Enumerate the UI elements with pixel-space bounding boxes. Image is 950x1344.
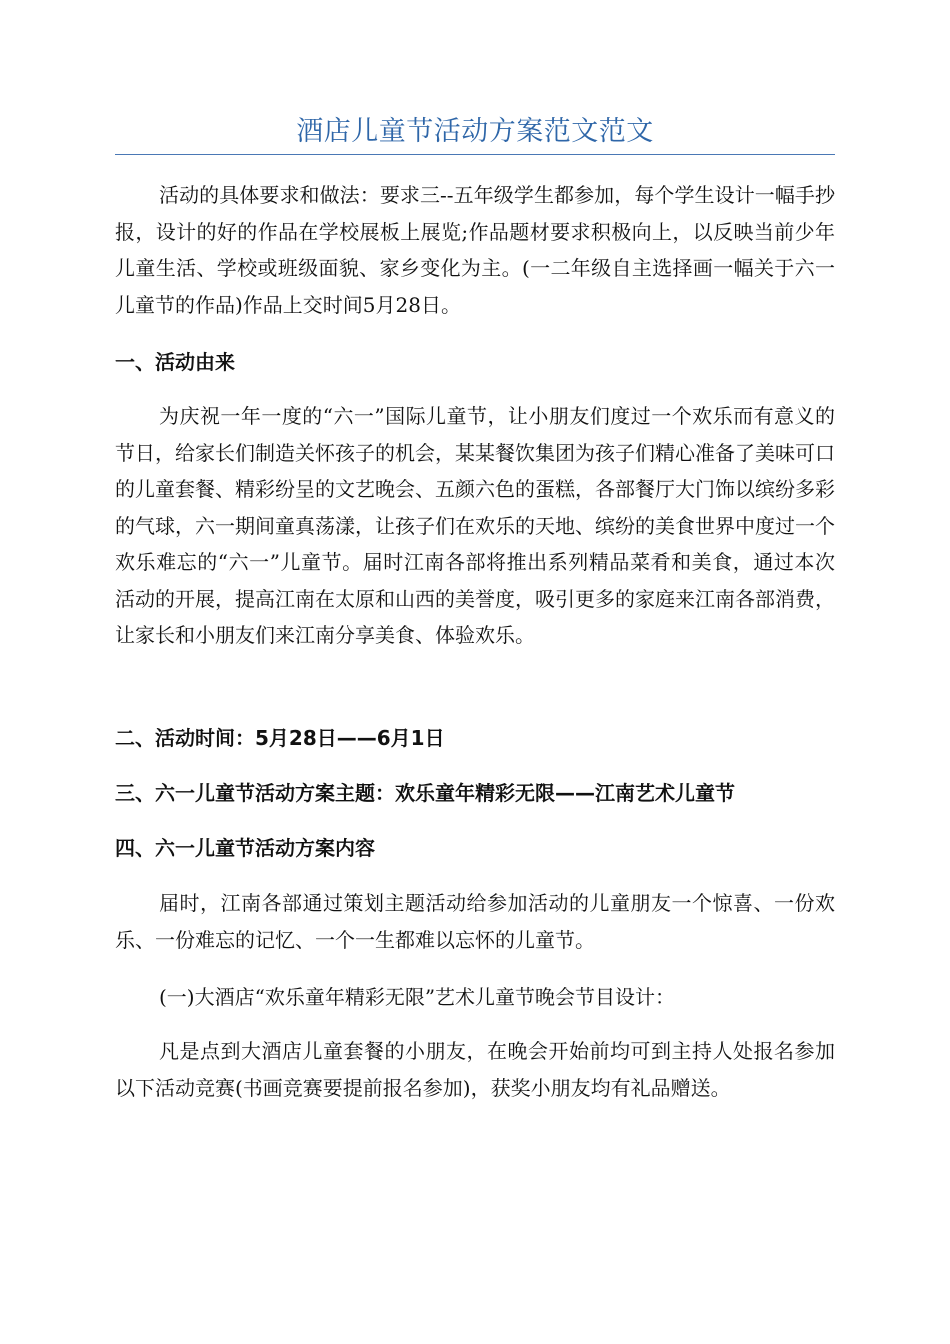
section-heading-origin: 一、活动由来 — [115, 350, 235, 374]
section-body-origin: 为庆祝一年一度的“六一”国际儿童节，让小朋友们度过一个欢乐而有意义的节日，给家长们制造关怀孩子的机会，某某餐饮集团为孩子们精心准备了美味可口的儿童套餐、精彩纷呈的文艺晚会、五颜六色的蛋糕，各部餐厅大门饰以缤纷多彩的气球，六一期间童真荡漾，让孩子们在欢乐的天地、缤纷的美食世界中度过一个欢乐难忘的“六一”儿童节。届时江南各部将推出系列精品菜肴和美食，通过本次活动的开展，提高江南在太原和山西的美誉度，吸引更多的家庭来江南各部消费，让家长和小朋友们来江南分享美食、体验欢乐。 — [115, 404, 835, 647]
subsection-gala-title: (一)大酒店“欢乐童年精彩无限”艺术儿童节晚会节目设计： — [159, 985, 676, 1009]
section-heading-content: 四、六一儿童节活动方案内容 — [115, 836, 375, 860]
title-underline — [115, 154, 835, 155]
section-heading-theme: 三、六一儿童节活动方案主题：欢乐童年精彩无限——江南艺术儿童节 — [115, 781, 735, 805]
section-body-content: 届时，江南各部通过策划主题活动给参加活动的儿童朋友一个惊喜、一份欢乐、一份难忘的记忆、一个一生都难以忘怀的儿童节。 — [115, 891, 835, 952]
document-title: 酒店儿童节活动方案范文范文 — [296, 116, 654, 147]
subsection-gala-detail: 凡是点到大酒店儿童套餐的小朋友，在晚会开始前均可到主持人处报名参加以下活动竞赛(书画竞赛要提前报名参加)，获奖小朋友均有礼品赠送。 — [115, 1039, 835, 1100]
intro-paragraph: 活动的具体要求和做法：要求三--五年级学生都参加，每个学生设计一幅手抄报，设计的好的作品在学校展板上展览;作品题材要求积极向上，以反映当前少年儿童生活、学校或班级面貌、家乡变化为主。(一二年级自主选择画一幅关于六一儿童节的作品)作品上交时间5月28日。 — [115, 183, 835, 317]
section-heading-time: 二、活动时间：5月28日——6月1日 — [115, 726, 445, 750]
